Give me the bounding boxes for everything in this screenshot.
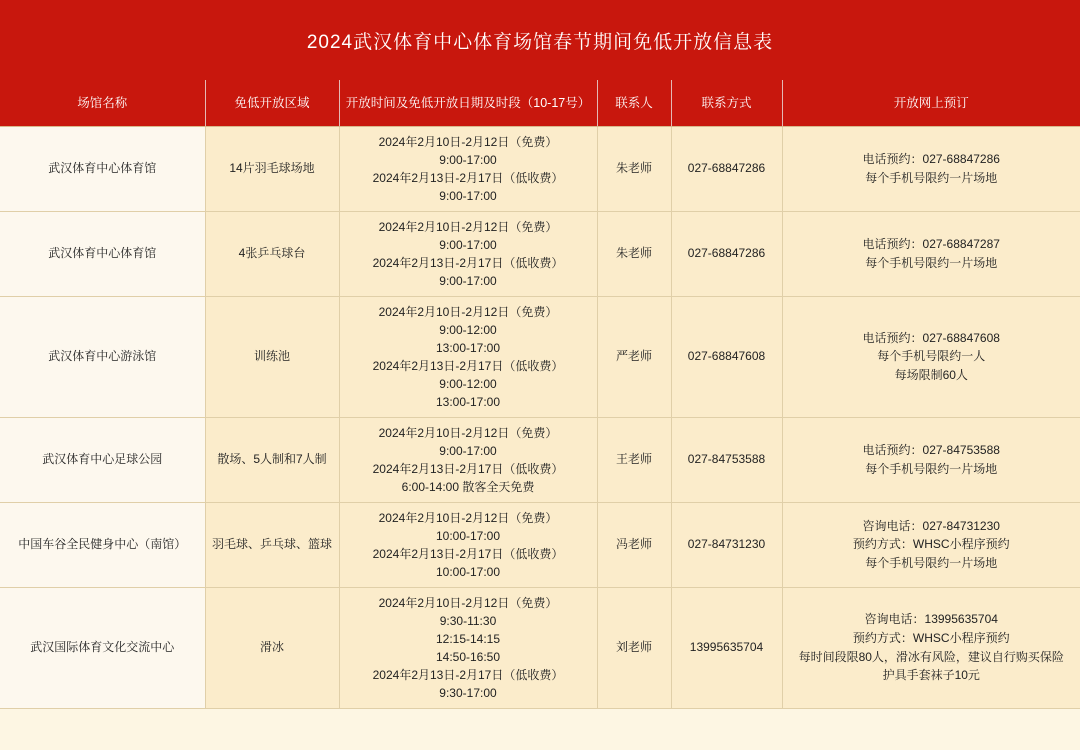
cell-person: 冯老师: [597, 502, 671, 587]
cell-area: 羽毛球、乒乓球、篮球: [205, 502, 339, 587]
table-row: [0, 211, 1080, 296]
cell-hours-line: 2024年2月13日-2月17日（低收费）: [372, 358, 564, 373]
cell-booking: [782, 502, 1080, 587]
cell-booking-line: 电话预约：027-68847608: [862, 330, 1000, 345]
cell-area: 14片羽毛球场地: [205, 126, 339, 211]
cell-venue: 武汉体育中心游泳馆: [0, 296, 205, 417]
cell-hours-line: 2024年2月10日-2月12日（免费）: [378, 510, 558, 525]
cell-hours-line: 10:00-17:00: [435, 564, 501, 579]
cell-contact: 027-68847608: [671, 296, 782, 417]
schedule-table: [0, 80, 1080, 709]
cell-person: 刘老师: [597, 587, 671, 708]
table-row: [0, 587, 1080, 708]
cell-contact: 027-68847286: [671, 211, 782, 296]
column-header-area: 免低开放区域: [205, 80, 339, 126]
cell-booking: [782, 126, 1080, 211]
cell-hours-line: 9:30-11:30: [439, 613, 497, 628]
table-row: [0, 296, 1080, 417]
cell-venue: 武汉体育中心足球公园: [0, 417, 205, 502]
cell-booking-line: 预约方式：WHSC小程序预约: [852, 537, 1010, 552]
cell-venue: 武汉国际体育文化交流中心: [0, 587, 205, 708]
cell-booking-line: 每时间段限80人，滑冰有风险，建议自行购买保险: [798, 649, 1064, 664]
cell-venue: 武汉体育中心体育馆: [0, 211, 205, 296]
cell-hours-line: 9:00-17:00: [439, 152, 497, 167]
cell-booking-line: 咨询电话：13995635704: [864, 612, 998, 627]
cell-hours-line: 2024年2月13日-2月17日（低收费）: [372, 546, 564, 561]
cell-hours-line: 10:00-17:00: [435, 528, 501, 543]
cell-venue: 武汉体育中心体育馆: [0, 126, 205, 211]
cell-hours: [339, 211, 597, 296]
cell-hours-line: 9:00-12:00: [439, 376, 497, 391]
cell-person: 朱老师: [597, 126, 671, 211]
table-row: [0, 126, 1080, 211]
column-header-contact: 联系方式: [671, 80, 782, 126]
cell-person: 王老师: [597, 417, 671, 502]
cell-hours-line: 2024年2月10日-2月12日（免费）: [378, 219, 558, 234]
cell-booking-line: 咨询电话：027-84731230: [862, 518, 1000, 533]
cell-contact: 027-84753588: [671, 417, 782, 502]
cell-booking-line: 每场限制60人: [894, 367, 968, 382]
column-header-hours: 开放时间及免低开放日期及时段（10-17号）: [339, 80, 597, 126]
cell-booking-line: 每个手机号限约一片场地: [865, 170, 998, 185]
cell-area: 散场、5人制和7人制: [205, 417, 339, 502]
cell-contact: 027-68847286: [671, 126, 782, 211]
cell-booking-line: 预约方式：WHSC小程序预约: [852, 630, 1010, 645]
cell-hours-line: 9:00-17:00: [439, 443, 497, 458]
cell-hours: [339, 417, 597, 502]
cell-person: 朱老师: [597, 211, 671, 296]
cell-booking-line: 电话预约：027-68847287: [862, 236, 1000, 251]
cell-hours-line: 2024年2月10日-2月12日（免费）: [378, 134, 558, 149]
cell-hours-line: 9:30-17:00: [439, 685, 497, 700]
cell-area: 滑冰: [205, 587, 339, 708]
cell-hours-line: 13:00-17:00: [435, 394, 501, 409]
cell-hours-line: 9:00-12:00: [439, 322, 497, 337]
cell-hours-line: 2024年2月13日-2月17日（低收费）: [372, 461, 564, 476]
cell-hours-line: 9:00-17:00: [439, 273, 497, 288]
cell-booking-line: 电话预约：027-84753588: [862, 442, 1000, 457]
page-title: 2024武汉体育中心体育场馆春节期间免低开放信息表: [306, 31, 774, 53]
cell-hours-line: 9:00-17:00: [439, 237, 497, 252]
cell-hours-line: 2024年2月13日-2月17日（低收费）: [372, 255, 564, 270]
cell-booking: [782, 417, 1080, 502]
cell-venue: 中国车谷全民健身中心（南馆）: [0, 502, 205, 587]
cell-booking-line: 每个手机号限约一片场地: [865, 461, 998, 476]
cell-area: 训练池: [205, 296, 339, 417]
cell-booking-line: 每个手机号限约一片场地: [865, 255, 998, 270]
cell-booking: [782, 296, 1080, 417]
cell-hours-line: 13:00-17:00: [435, 340, 501, 355]
cell-hours-line: 2024年2月10日-2月12日（免费）: [378, 595, 558, 610]
cell-booking: [782, 211, 1080, 296]
cell-hours-line: 14:50-16:50: [435, 649, 501, 664]
column-header-booking: 开放网上预订: [782, 80, 1080, 126]
cell-contact: 13995635704: [671, 587, 782, 708]
cell-hours-line: 2024年2月13日-2月17日（低收费）: [372, 170, 564, 185]
cell-hours-line: 6:00-14:00 散客全天免费: [401, 479, 535, 494]
cell-hours: [339, 502, 597, 587]
cell-hours-line: 2024年2月10日-2月12日（免费）: [378, 304, 558, 319]
column-header-person: 联系人: [597, 80, 671, 126]
cell-hours-line: 2024年2月10日-2月12日（免费）: [378, 425, 558, 440]
cell-booking: [782, 587, 1080, 708]
cell-booking-line: 每个手机号限约一人: [877, 349, 986, 364]
cell-hours: [339, 126, 597, 211]
cell-hours-line: 2024年2月13日-2月17日（低收费）: [372, 667, 564, 682]
table-row: [0, 417, 1080, 502]
cell-contact: 027-84731230: [671, 502, 782, 587]
cell-booking-line: 每个手机号限约一片场地: [865, 555, 998, 570]
cell-area: 4张乒乓球台: [205, 211, 339, 296]
cell-hours: [339, 587, 597, 708]
table-header-row: [0, 80, 1080, 126]
cell-booking-line: 电话预约：027-68847286: [862, 151, 1000, 166]
cell-hours-line: 9:00-17:00: [439, 188, 497, 203]
cell-person: 严老师: [597, 296, 671, 417]
cell-booking-line: 护具手套袜子10元: [882, 668, 980, 683]
column-header-venue: 场馆名称: [0, 80, 205, 126]
title-banner: [0, 0, 1080, 80]
table-row: [0, 502, 1080, 587]
table-body: [0, 126, 1080, 708]
cell-hours-line: 12:15-14:15: [435, 631, 501, 646]
cell-hours: [339, 296, 597, 417]
